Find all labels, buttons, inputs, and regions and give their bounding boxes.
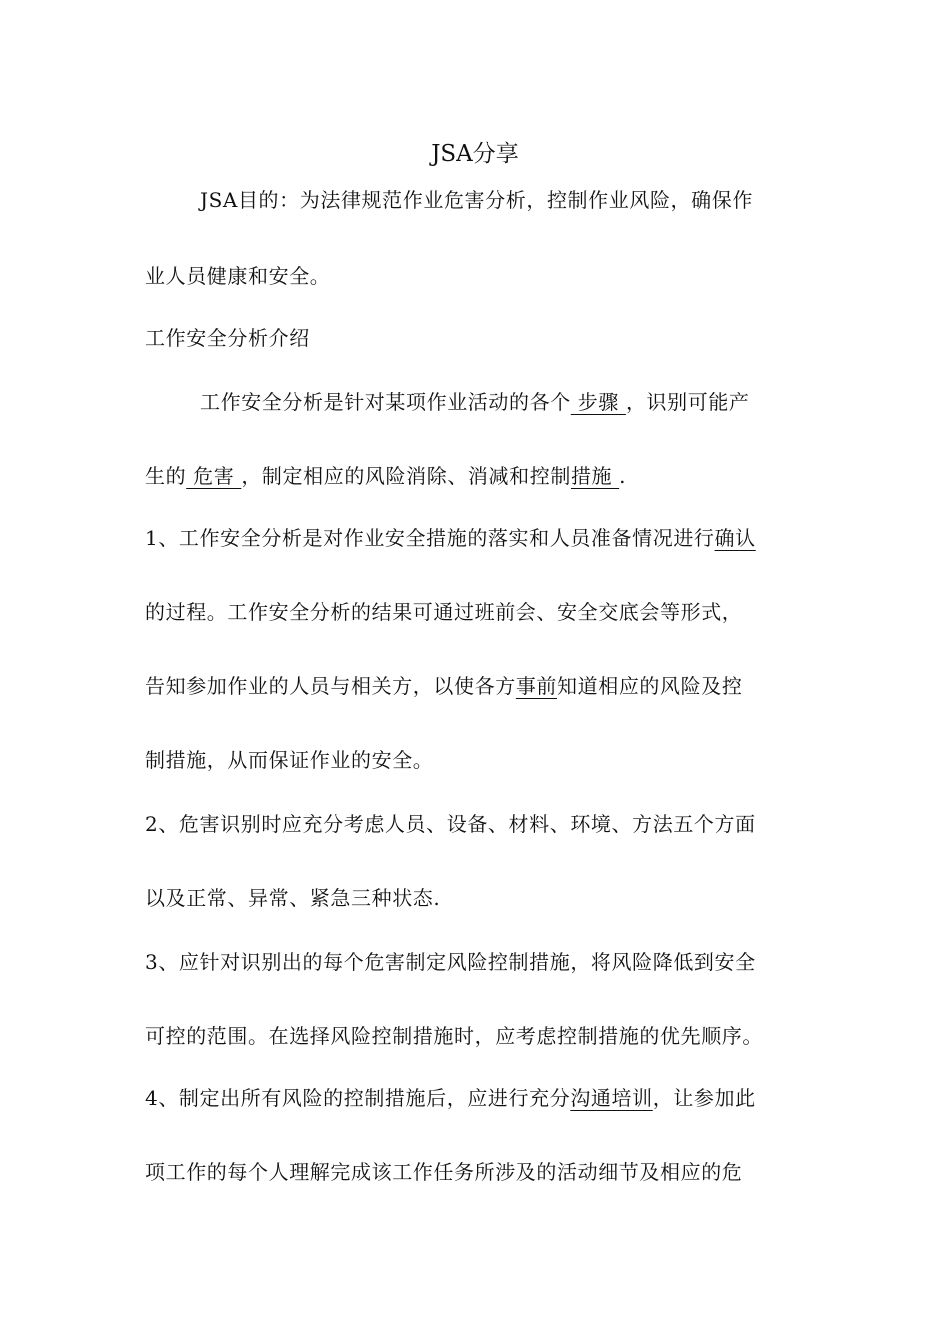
item-1-line-4: 制措施，从而保证作业的安全。 — [145, 748, 434, 772]
intro-text: 生的 — [145, 464, 187, 488]
intro-heading: 工作安全分析介绍 — [145, 326, 310, 350]
intro-text: 工作安全分析是针对某项作业活动的各个 — [200, 390, 571, 414]
item-1-line-2: 的过程。工作安全分析的结果可通过班前会、安全交底会等形式， — [145, 600, 743, 624]
intro-text: . — [619, 464, 627, 488]
item-2-line-1: 2、危害识别时应充分考虑人员、设备、材料、环境、方法五个方面 — [145, 812, 756, 836]
intro-text: ，识别可能产 — [625, 390, 750, 414]
underlined-term-measures: 措施 — [570, 464, 620, 488]
item-2-line-2: 以及正常、异常、紧急三种状态. — [145, 886, 441, 910]
intro-paragraph-line-2 — [145, 462, 626, 490]
item-1-line-3 — [145, 672, 742, 700]
item-3-line-1: 3、应针对识别出的每个危害制定风险控制措施，将风险降低到安全 — [145, 950, 756, 974]
item-text: 告知参加作业的人员与相关方，以使各方 — [145, 674, 516, 698]
item-3-line-2: 可控的范围。在选择风险控制措施时，应考虑控制措施的优先顺序。 — [145, 1024, 763, 1048]
purpose-line-2: 业人员健康和安全。 — [145, 264, 331, 288]
item-1-line-1 — [145, 524, 756, 552]
item-4-line-1 — [145, 1084, 756, 1112]
item-text: 知道相应的风险及控 — [557, 674, 743, 698]
document-title: JSA分享 — [431, 141, 519, 167]
item-text: 1、工作安全分析是对作业安全措施的落实和人员准备情况进行 — [145, 526, 715, 550]
underlined-term-hazards: 危害 — [186, 464, 242, 488]
underlined-term-steps: 步骤 — [570, 390, 626, 414]
item-text: ，让参加此 — [652, 1086, 756, 1110]
intro-paragraph-line-1 — [200, 388, 750, 416]
underlined-term-communication-training: 沟通培训 — [570, 1086, 653, 1110]
item-text: 4、制定出所有风险的控制措施后，应进行充分 — [145, 1086, 571, 1110]
underlined-term-in-advance: 事前 — [515, 674, 558, 698]
item-4-line-2: 项工作的每个人理解完成该工作任务所涉及的活动细节及相应的危 — [145, 1160, 743, 1184]
purpose-line-1: JSA目的：为法律规范作业危害分析，控制作业风险，确保作 — [200, 188, 753, 212]
underlined-term-confirm: 确认 — [714, 526, 756, 550]
intro-text: ，制定相应的风险消除、消减和控制 — [241, 464, 571, 488]
